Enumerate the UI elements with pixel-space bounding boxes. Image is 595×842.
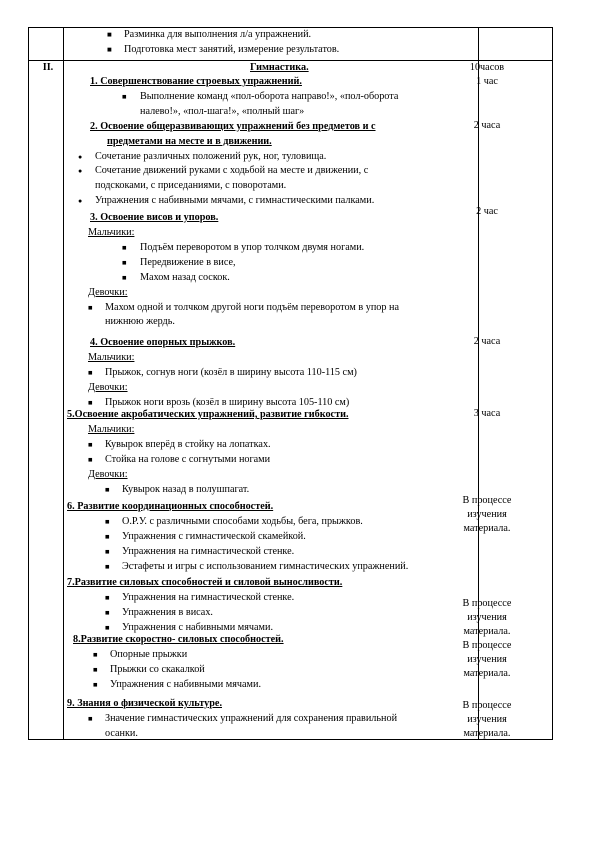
bullet-icon: ■ [88, 367, 93, 377]
content-line: Упражнения на гимнастической стенке. [122, 545, 295, 557]
bullet-icon: ■ [93, 649, 98, 659]
topic-heading: 6. Развитие координационных способностей. [67, 501, 274, 512]
content-line: Махом одной и толчком другой ноги подъём переворотом в упор на [105, 301, 400, 313]
group-label: Мальчики: [88, 227, 135, 238]
content-line: Упражнения в висах. [122, 606, 213, 618]
bullet-icon: ■ [88, 302, 93, 312]
content-line: подскоками, с приседаниями, с поворотами. [95, 180, 287, 192]
bullet-icon: ■ [107, 45, 112, 54]
hours-label: 1 час [476, 76, 498, 87]
hours-label: 2 часа [473, 120, 501, 131]
content-line: Передвижение в висе, [140, 256, 236, 268]
top-row-item: Подготовка мест занятий, измерение результатов. [124, 44, 340, 55]
topic-heading: 8.Развитие скоростно- силовых способностей. [73, 634, 284, 645]
content-line: Значение гимнастических упражнений для сохранения правильной [105, 712, 398, 724]
hours-label: В процессе [462, 495, 512, 506]
hours-label: изучения [467, 509, 507, 520]
topic-heading: 3. Освоение висов и упоров. [90, 212, 219, 223]
bullet-icon: ■ [105, 516, 110, 526]
hours-label: материала. [463, 668, 511, 679]
content-line: нижнюю жердь. [105, 316, 175, 328]
section-index: II. [42, 62, 54, 73]
content-line: Прыжок ноги врозь (козёл в ширину высота 105-110 см) [105, 396, 350, 408]
bullet-icon: ■ [107, 30, 112, 39]
bullet-icon: ■ [105, 546, 110, 556]
hours-label: изучения [467, 612, 507, 623]
section-total-hours: 10часов [469, 62, 505, 73]
hours-label: 2 час [476, 206, 498, 217]
bullet-icon: ● [78, 152, 83, 161]
group-label: Девочки: [88, 286, 128, 298]
content-line: Упражнения с набивными мячами. [122, 621, 273, 633]
hours-label: материала. [463, 728, 511, 739]
hours-label: изучения [467, 714, 507, 725]
content-line: Упражнения на гимнастической стенке. [122, 591, 295, 603]
hours-label: материала. [463, 626, 511, 637]
bullet-icon: ■ [93, 664, 98, 674]
content-line: Кувырок вперёд в стойку на лопатках. [105, 438, 271, 450]
topic-heading: 1. Совершенствование строевых упражнений. [90, 76, 302, 87]
content-line: налево!», «пол-шага!», «полный шаг» [140, 105, 305, 117]
group-label: Мальчики: [88, 423, 135, 435]
topic-heading: 7.Развитие силовых способностей и силовой выносливости. [67, 577, 343, 588]
content-line: Сочетание движений руками с ходьбой на месте и движении, с [95, 165, 369, 177]
content-line: Упражнения с набивными мячами. [110, 678, 261, 690]
content-line: Стойка на голове с согнутыми ногами [105, 453, 271, 465]
content-line: Прыжок, согнув ноги (козёл в ширину высота 110-115 см) [105, 366, 357, 378]
content-line: Упражнения с набивными мячами, с гимнастическими палками. [95, 195, 375, 207]
bullet-icon: ■ [105, 531, 110, 541]
bullet-icon: ■ [122, 257, 127, 267]
hours-label: изучения [467, 654, 507, 665]
content-line: Выполнение команд «пол-оборота направо!», «пол-оборота [140, 90, 399, 102]
bullet-icon: ■ [122, 242, 127, 252]
content-line: Кувырок назад в полушпагат. [122, 483, 250, 495]
content-line: Прыжки со скакалкой [110, 663, 205, 675]
bullet-icon: ■ [105, 484, 110, 494]
bullet-icon: ■ [105, 622, 110, 632]
content-line: Махом назад соскок. [140, 271, 230, 283]
content-line: осанки. [105, 727, 138, 739]
hours-label: В процессе [462, 598, 512, 609]
hours-label: В процессе [462, 640, 512, 651]
bullet-icon: ■ [93, 679, 98, 689]
group-label: Мальчики: [88, 351, 135, 363]
group-label: Девочки: [88, 468, 128, 480]
topic-heading: 9. Знания о физической культуре. [67, 698, 222, 709]
topic-heading: 5.Освоение акробатических упражнений, развитие гибкости. [67, 409, 349, 420]
bullet-icon: ■ [88, 397, 93, 407]
bullet-icon: ● [78, 167, 83, 176]
column-divider-index [63, 28, 64, 739]
topic-heading: 4. Освоение опорных прыжков. [90, 337, 236, 348]
section-title: Гимнастика. [250, 62, 309, 73]
bullet-icon: ■ [105, 592, 110, 602]
content-line: Эстафеты и игры с использованием гимнастических упражнений. [122, 560, 409, 572]
hours-label: 2 часа [473, 336, 501, 347]
content-line: Подъём переворотом в упор толчком двумя ногами. [140, 241, 365, 253]
bullet-icon: ■ [88, 439, 93, 449]
bullet-icon: ● [78, 197, 83, 206]
topic-heading: 2. Освоение общеразвивающих упражнений без предметов и с [90, 120, 376, 132]
hours-label: 3 часа [473, 408, 501, 419]
bullet-icon: ■ [122, 272, 127, 282]
bullet-icon: ■ [88, 713, 93, 723]
content-line: О.Р.У. с различными способами ходьбы, бега, прыжков. [122, 515, 363, 527]
bullet-icon: ■ [122, 91, 127, 101]
top-row-item: Разминка для выполнения л/а упражнений. [124, 29, 312, 40]
content-line: Сочетание различных положений рук, ног, туловища. [95, 150, 327, 162]
bullet-icon: ■ [105, 607, 110, 617]
hours-label: В процессе [462, 700, 512, 711]
bullet-icon: ■ [105, 561, 110, 571]
group-label: Девочки: [88, 381, 128, 393]
topic-heading: предметами на месте и в движении. [107, 135, 272, 147]
bullet-icon: ■ [88, 454, 93, 464]
content-line: Упражнения с гимнастической скамейкой. [122, 530, 306, 542]
content-line: Опорные прыжки [110, 648, 188, 660]
hours-label: материала. [463, 523, 511, 534]
